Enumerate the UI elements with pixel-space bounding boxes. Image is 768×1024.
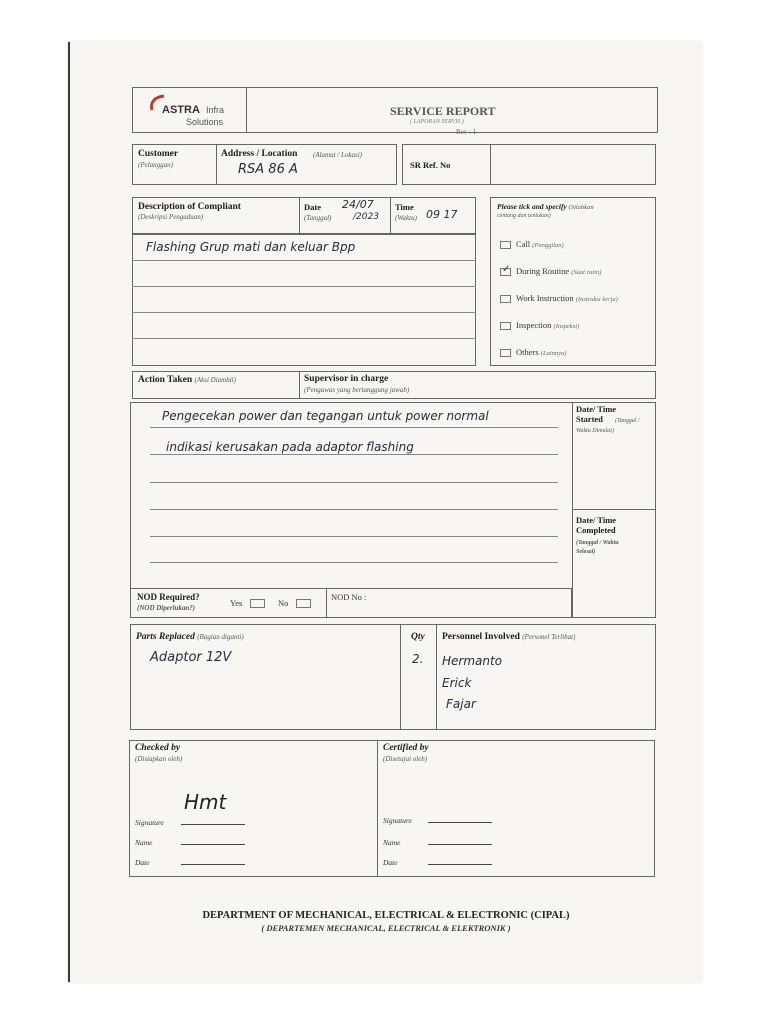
action-label: Action Taken (Aksi Diambil) <box>138 375 236 385</box>
date-label: Date <box>304 202 321 212</box>
certified-date-line <box>428 864 492 865</box>
nod-yes-label: Yes <box>230 598 243 608</box>
parts-qty-divider <box>400 624 401 730</box>
parts-personnel-divider <box>436 624 437 730</box>
certified-signature-label: Signature <box>383 816 412 825</box>
complaint-line <box>132 260 476 261</box>
complaint-text-line1: Flashing Grup mati dan keluar Bpp <box>146 240 356 254</box>
action-date-split <box>572 509 656 510</box>
started-label-sub-b: Waktu Dimulai) <box>576 428 614 434</box>
complaint-label-sub: (Deskripsi Pengaduan) <box>138 213 204 221</box>
action-date-divider <box>572 402 573 618</box>
date-value-day: 24/07 <box>342 198 374 211</box>
certified-signature-line <box>428 822 492 823</box>
nod-no-label: No <box>278 598 289 608</box>
call-option: Call (Panggilan) <box>516 239 564 249</box>
nod-divider <box>326 588 327 618</box>
check-mark-icon: ✓ <box>502 264 511 275</box>
nod-no-checkbox[interactable] <box>296 599 311 608</box>
nod-required-label: NOD Required? <box>137 592 200 602</box>
action-line <box>150 482 558 483</box>
inspection-checkbox[interactable] <box>500 322 511 330</box>
tick-box <box>490 197 656 366</box>
footer-department: DEPARTMENT OF MECHANICAL, ELECTRICAL & ELECTRONIC (CIPAL) <box>202 910 570 921</box>
supervisor-label-sub: (Pengawas yang bertanggung jawab) <box>304 386 410 394</box>
during-routine-checkbox[interactable] <box>500 264 511 276</box>
time-label-sub: (Waktu) <box>395 214 417 222</box>
footer-department-id: ( DEPARTEMEN MECHANICAL, ELECTRICAL & ELEKTRONIK ) <box>261 923 511 933</box>
qty-label: Qty <box>411 632 425 642</box>
logo-line2: Solutions <box>186 117 224 127</box>
personnel-name: Fajar <box>446 697 476 711</box>
customer-label: Customer <box>138 149 179 159</box>
complaint-line <box>132 338 476 339</box>
checked-signature-line <box>181 824 245 825</box>
date-value-year: /2023 <box>353 212 379 222</box>
part-value: Adaptor 12V <box>150 650 232 665</box>
complaint-date-divider <box>299 197 300 234</box>
action-text-line1: Pengecekan power dan tegangan untuk power normal <box>162 409 489 423</box>
revision-text: Rev : 1 <box>456 128 477 136</box>
completed-label: Date/ Time Completed <box>576 515 617 535</box>
during-routine-option: During Routine (Saat rutin) <box>516 266 602 276</box>
started-label-sub-a: (Tanggal / <box>615 418 640 424</box>
checked-date-label: Date <box>135 858 150 867</box>
checked-name-label: Name <box>135 838 153 847</box>
inspection-option: Inspection (Inspeksi) <box>516 320 580 330</box>
checked-date-line <box>181 864 245 865</box>
supervisor-label: Supervisor in charge <box>304 374 389 384</box>
action-line <box>150 509 558 510</box>
checked-signature-label: Signature <box>135 818 164 827</box>
tick-label-sub: centang dan tentukan) <box>497 213 551 219</box>
action-header-divider <box>299 371 300 399</box>
complaint-line <box>132 286 476 287</box>
nod-yes-checkbox[interactable] <box>250 599 265 608</box>
personnel-name: Hermanto <box>442 654 503 668</box>
checked-by-label: Checked by <box>135 743 181 753</box>
action-line <box>150 427 558 428</box>
certified-by-label: Certified by <box>383 743 429 753</box>
certified-date-label: Date <box>383 858 398 867</box>
sr-ref-divider <box>490 144 491 185</box>
logo-suffix: Infra <box>206 105 225 115</box>
time-value: 09 17 <box>426 208 458 221</box>
completed-label-sub-a: (Tanggal / Waktu <box>576 540 619 546</box>
checked-signature-scribble: Hmt <box>184 790 227 814</box>
report-title-sub: ( LAPORAN SERVIS ) <box>410 119 464 125</box>
personnel-label: Personnel Involved (Personel Terlibat) <box>442 632 576 642</box>
complaint-time-divider <box>390 197 391 234</box>
complaint-label: Description of Compliant <box>138 202 241 212</box>
started-label: Date/ Time Started <box>576 404 617 424</box>
call-checkbox[interactable] <box>500 241 511 249</box>
address-label-sub: (Alamat / Lokasi) <box>313 151 362 159</box>
others-checkbox[interactable] <box>500 349 511 357</box>
logo-brand: ASTRA <box>162 104 200 116</box>
tick-label: Please tick and specify (Silahkan <box>497 202 594 211</box>
action-line <box>150 562 558 563</box>
signature-divider <box>377 740 378 877</box>
certified-name-label: Name <box>383 838 401 847</box>
work-instruction-option: Work Instruction (Instruksi kerja) <box>516 293 618 303</box>
customer-label-sub: (Pelanggan) <box>138 161 173 169</box>
complaint-line <box>132 312 476 313</box>
work-instruction-checkbox[interactable] <box>500 295 511 303</box>
parts-label: Parts Replaced (Bagian diganti) <box>136 632 244 642</box>
nod-required-sub: (NOD Diperlukan?) <box>137 604 196 612</box>
company-logo <box>148 94 244 130</box>
action-text-line2: indikasi kerusakan pada adaptor flashing <box>166 440 414 454</box>
time-label: Time <box>395 202 414 212</box>
address-value: RSA 86 A <box>238 162 298 177</box>
action-line <box>150 454 558 455</box>
certified-name-line <box>428 844 492 845</box>
header-divider <box>246 87 247 133</box>
address-label: Address / Location <box>221 149 298 159</box>
customer-divider <box>216 144 217 185</box>
checked-by-sub: (Disiapkan oleh) <box>135 755 183 763</box>
qty-value: 2. <box>412 652 424 666</box>
checked-name-line <box>181 844 245 845</box>
date-label-sub: (Tanggal) <box>304 214 332 222</box>
others-option: Others (Lainnya) <box>516 347 567 357</box>
certified-by-sub: (Disetujui oleh) <box>383 755 428 763</box>
personnel-name: Erick <box>442 676 472 690</box>
completed-label-sub-b: Selesai) <box>576 549 596 555</box>
service-report-sheet <box>68 42 702 982</box>
nod-no-field-label: NOD No : <box>331 592 367 602</box>
report-title: SERVICE REPORT <box>390 104 496 118</box>
sr-ref-label: SR Ref. No <box>410 160 451 170</box>
action-line <box>150 536 558 537</box>
